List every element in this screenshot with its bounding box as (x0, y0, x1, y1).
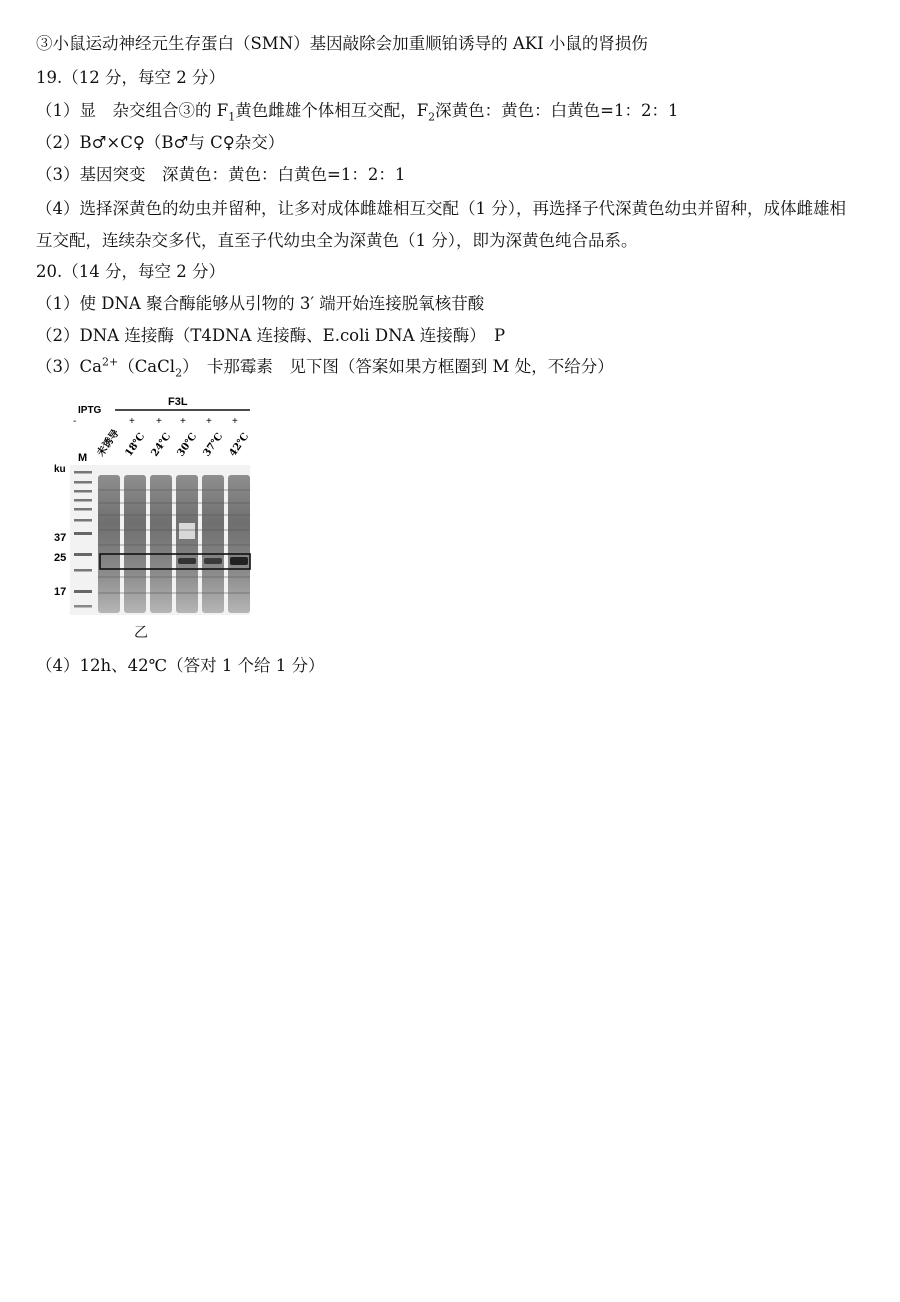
sign-lane-3: + (156, 416, 162, 427)
lane-42c (228, 475, 250, 613)
gel-svg (50, 395, 280, 625)
question-20-part-1: （1）使 DNA 聚合酶能够从引物的 3′ 端开始连接脱氧核苷酸 (36, 294, 485, 313)
question-20-part-4: （4）12h、42℃（答对 1 个给 1 分） (36, 656, 325, 675)
q19-1-sub-f2: 2 (428, 110, 436, 124)
lane-label-24c: 24℃ (149, 431, 174, 459)
marker-label: M (78, 452, 88, 464)
q20-3-sup: 2+ (101, 355, 119, 369)
figure-caption: 乙 (134, 625, 148, 641)
q20-3-text-e: ） 卡那霉素 见下图（答案如果方框圈到 M 处，不给分） (182, 357, 614, 376)
question-19-part-2: （2）B♂×C♀（B♂与 C♀杂交） (36, 133, 285, 152)
q19-1-text-a: （1）显 杂交组合③的 F (36, 101, 229, 120)
question-19-part-4: （4）选择深黄色的幼虫并留种，让多对成体雌雄相互交配（1 分），再选择子代深黄色幼虫并留种，成体雌雄相互交配，连续杂交多代，直至子代幼虫全为深黄色（1 分），即为深黄色纯合品系。 (36, 199, 846, 250)
lane-label-18c: 18℃ (123, 431, 148, 459)
q20-3-sub: 2 (175, 366, 183, 380)
lane-30c (176, 475, 198, 613)
unit-label: ku (54, 464, 66, 475)
marker-17: 17 (54, 586, 67, 598)
question-19-header: 19.（12 分，每空 2 分） (36, 68, 225, 87)
marker-37: 37 (54, 532, 67, 544)
lane-label-30c: 30℃ (175, 431, 200, 459)
text-line-smn: ③小鼠运动神经元生存蛋白（SMN）基因敲除会加重顺铂诱导的 AKI 小鼠的肾损伤 (36, 34, 648, 53)
lane-uninduced (98, 475, 120, 613)
target-band-30c (178, 558, 196, 564)
q19-1-text-c: 黄色雌雄个体相互交配，F (235, 101, 429, 120)
question-19-part-1 (36, 100, 678, 122)
sign-lane-5: + (206, 416, 212, 427)
lane-24c (150, 475, 172, 613)
lane-label-42c: 42℃ (227, 431, 252, 459)
lane-label-37c: 37℃ (201, 431, 226, 459)
gel-figure (50, 395, 280, 640)
q19-1-sub-f1: 1 (228, 110, 236, 124)
question-20-part-2: （2）DNA 连接酶（T4DNA 连接酶、E.coli DNA 连接酶） P (36, 326, 506, 345)
q19-1-text-e: 深黄色：黄色：白黄色=1：2：1 (435, 101, 679, 120)
sign-lane-1: - (73, 416, 77, 427)
lane-37c (202, 475, 224, 613)
f3l-label: F3L (168, 396, 188, 408)
lane-label-uninduced: 未诱导 (95, 427, 122, 459)
lane-18c (124, 475, 146, 613)
q20-3-text-c: （CaCl (118, 357, 176, 376)
question-19-part-3: （3）基因突变 深黄色：黄色：白黄色=1：2：1 (36, 165, 406, 184)
question-20-part-3 (36, 356, 614, 378)
sign-lane-2: + (129, 416, 135, 427)
question-20-header: 20.（14 分，每空 2 分） (36, 262, 225, 281)
target-band-37c (204, 558, 222, 564)
q20-3-text-a: （3）Ca (36, 357, 102, 376)
target-band-42c (230, 557, 248, 565)
sign-lane-6: + (232, 416, 238, 427)
marker-25: 25 (54, 552, 67, 564)
iptg-label: IPTG (78, 405, 102, 416)
sign-lane-4: + (180, 416, 186, 427)
